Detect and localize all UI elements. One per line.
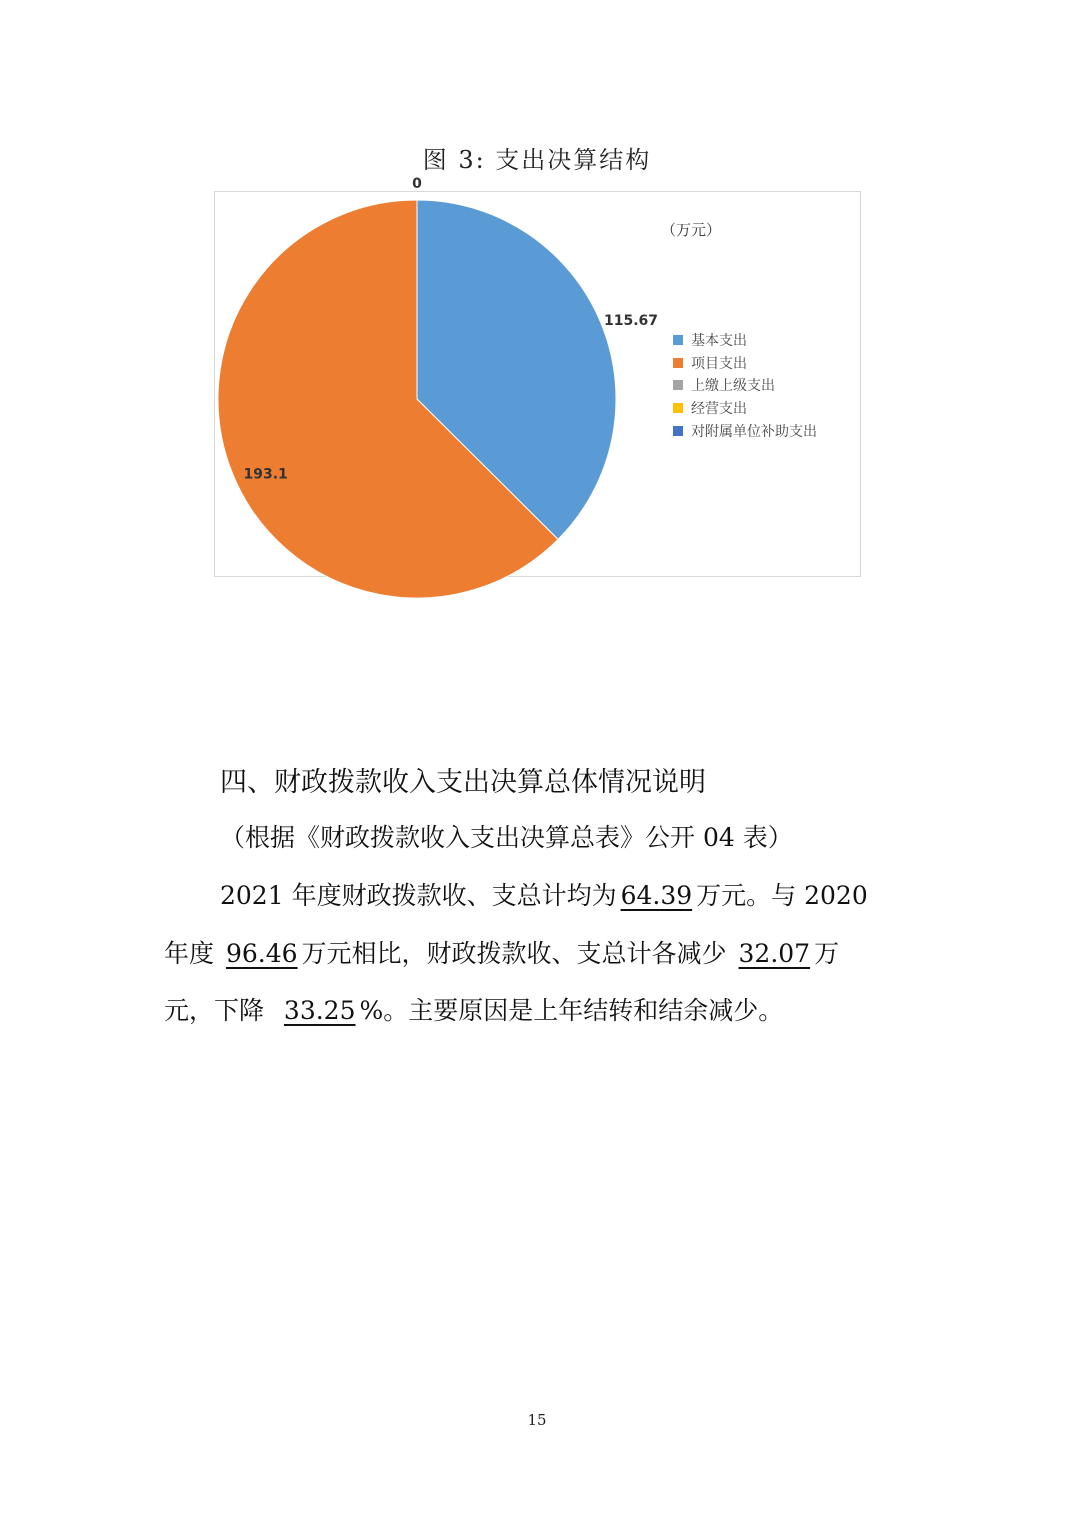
chart-legend: [673, 329, 817, 442]
total-amount-2021: 64.39: [620, 881, 693, 910]
legend-swatch: [673, 358, 683, 368]
decrease-amount: 32.07: [738, 939, 811, 968]
total-amount-2020: 96.46: [225, 939, 298, 968]
paragraph-text: 年度: [164, 939, 215, 968]
legend-swatch: [673, 335, 683, 345]
paragraph-line-1: [220, 876, 868, 912]
figure-caption: 图 3: 支出决算结构: [422, 146, 652, 174]
legend-item-subsidiary: [673, 419, 817, 442]
paragraph-text: 元，下降: [164, 996, 265, 1025]
legend-label: 经营支出: [691, 401, 747, 418]
legend-swatch: [673, 380, 683, 390]
legend-label: 对附属单位补助支出: [691, 423, 817, 440]
legend-label: 基本支出: [691, 333, 747, 350]
legend-label: 上缴上级支出: [691, 378, 775, 395]
data-label-basic: 115.67: [603, 312, 659, 329]
paragraph-line-3: [164, 991, 783, 1027]
pie-chart: [214, 176, 861, 577]
section-source-note: （根据《财政拨款收入支出决算总表》公开 04 表）: [220, 823, 793, 852]
legend-item-basic: [673, 329, 817, 352]
legend-swatch: [673, 403, 683, 413]
section-heading: 四、财政拨款收入支出决算总体情况说明: [220, 767, 706, 798]
page-number: 15: [527, 1411, 547, 1429]
legend-swatch: [673, 426, 683, 436]
legend-item-operating: [673, 397, 817, 420]
paragraph-text: 万元相比，财政拨款收、支总计各减少: [301, 939, 727, 968]
paragraph-text: 2021 年度财政拨款收、支总计均为: [220, 881, 617, 910]
decrease-percent: 33.25: [283, 996, 356, 1025]
legend-label: 项目支出: [691, 355, 747, 372]
legend-item-project: [673, 352, 817, 375]
paragraph-text: 万: [814, 939, 840, 968]
data-label-project: 193.1: [243, 466, 288, 483]
data-label-zero: 0: [412, 176, 422, 192]
paragraph-text: %。主要原因是上年结转和结余减少。: [359, 996, 784, 1025]
paragraph-line-2: [164, 934, 839, 970]
legend-item-upper-level: [673, 374, 817, 397]
paragraph-text: 万元。与 2020: [696, 881, 868, 910]
chart-unit-label: （万元）: [661, 221, 722, 239]
